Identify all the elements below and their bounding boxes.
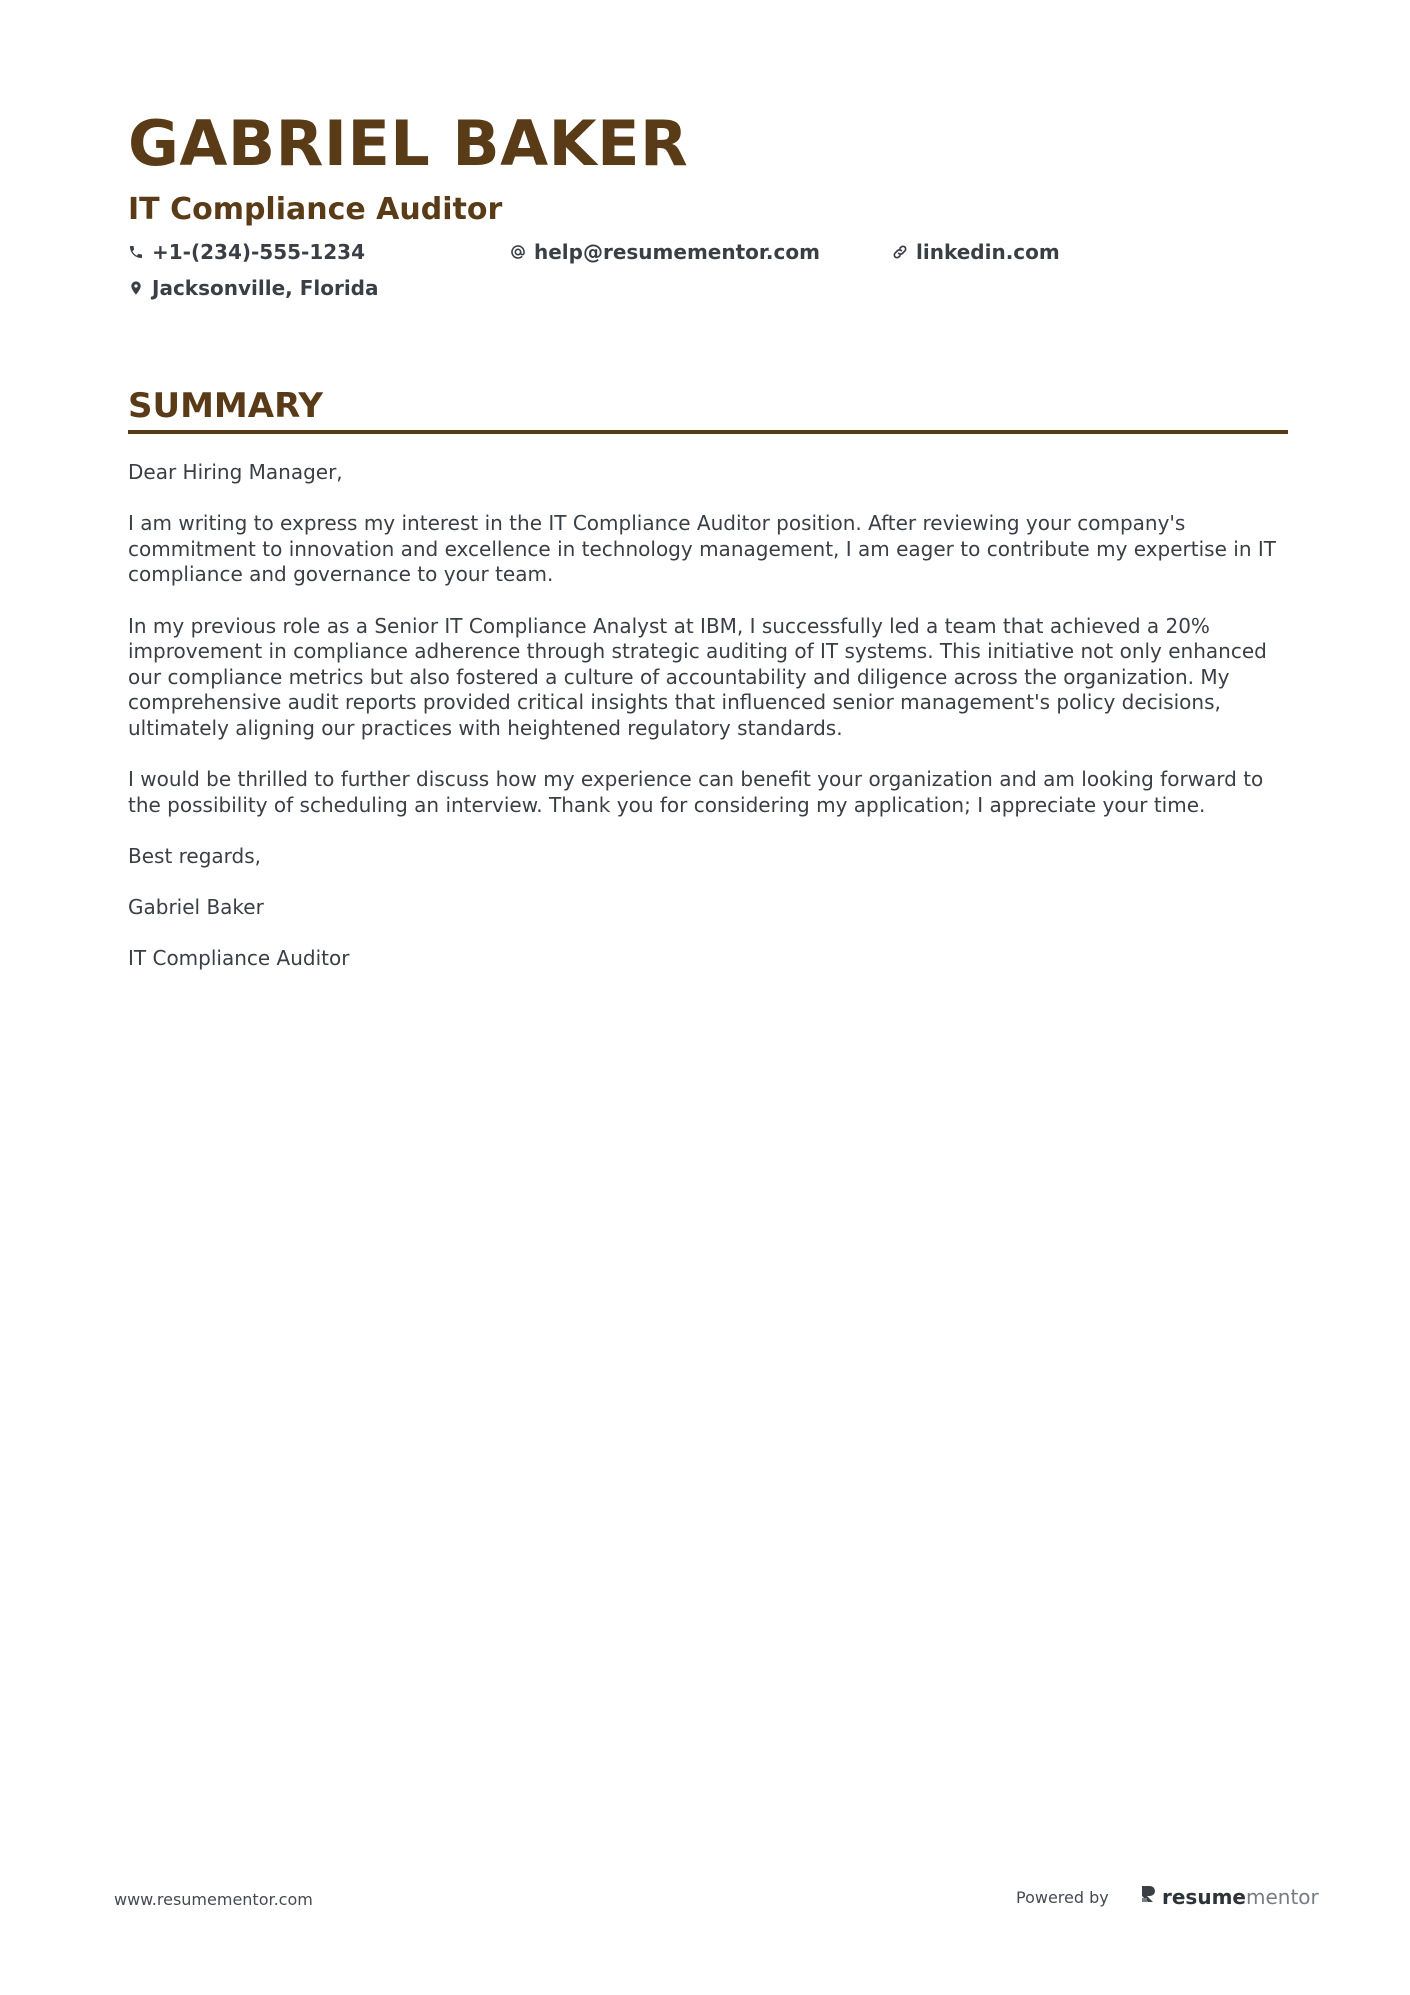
candidate-title: IT Compliance Auditor <box>128 192 503 227</box>
letter-paragraph: In my previous role as a Senior IT Compliance Analyst at IBM, I successfully led a team that achieved a 20% improvement in compliance adherence through strategic auditing of IT systems. This initiative not only enhanced our compliance metrics but also fostered a culture of accountability and diligence across the organization. My comprehensive audit reports provided critical insights that influenced senior management's policy decisions, ultimately aligning our practices with heightened regulatory standards. <box>128 613 1267 740</box>
letter-paragraph: I would be thrilled to further discuss how my experience can benefit your organization and am looking forward to the possibility of scheduling an interview. Thank you for considering my application; I appreciate your time. <box>128 767 1264 817</box>
footer-url[interactable]: www.resumementor.com <box>114 1890 313 1909</box>
phone-icon <box>128 244 144 260</box>
brand-text-mentor: mentor <box>1245 1884 1319 1909</box>
brand-logo[interactable] <box>1140 1884 1319 1909</box>
contact-email <box>510 240 820 264</box>
contact-location <box>128 276 379 300</box>
section-title-summary: SUMMARY <box>128 386 324 426</box>
link-icon <box>892 244 908 260</box>
candidate-name: GABRIEL BAKER <box>128 107 689 180</box>
contact-link <box>892 240 1060 264</box>
location-text: Jacksonville, Florida <box>152 276 379 300</box>
email-text[interactable]: help@resumementor.com <box>534 240 820 264</box>
brand-text-resume: resume <box>1162 1884 1246 1909</box>
powered-by-label: Powered by <box>1016 1888 1109 1907</box>
letter-closing: Best regards, <box>128 843 262 868</box>
letter-greeting: Dear Hiring Manager, <box>128 460 343 484</box>
location-icon <box>128 280 144 296</box>
resumementor-logo-icon <box>1140 1884 1158 1909</box>
contact-phone <box>128 240 365 264</box>
cover-letter-body <box>128 460 1288 997</box>
letter-paragraph: I am writing to express my interest in the IT Compliance Auditor position. After reviewing your company's commitment to innovation and excellence in technology management, I am eager to contribute my expertise in IT compliance and governance to your team. <box>128 511 1276 587</box>
link-text[interactable]: linkedin.com <box>916 240 1060 264</box>
section-divider <box>128 430 1288 434</box>
at-icon <box>510 244 526 260</box>
phone-text: +1-(234)-555-1234 <box>152 240 366 264</box>
signature-name: Gabriel Baker <box>128 895 264 920</box>
signature-title: IT Compliance Auditor <box>128 946 350 971</box>
